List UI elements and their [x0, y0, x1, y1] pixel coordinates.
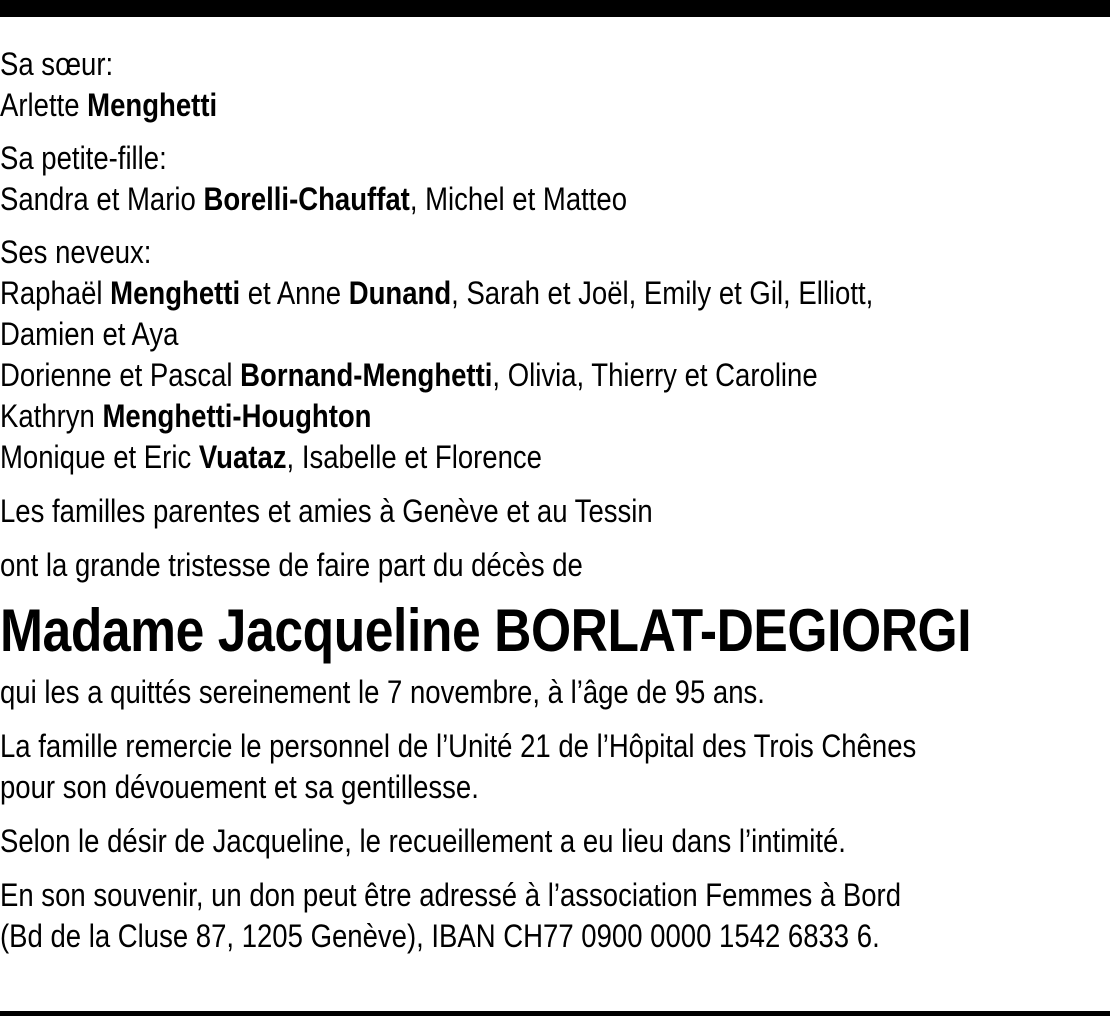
- nephew-2-given: Dorienne et Pascal: [0, 357, 233, 393]
- sister-line: [0, 85, 955, 126]
- passed-line: qui les a quittés sereinement le 7 novembre, à l’âge de 95 ans.: [0, 674, 765, 710]
- nephews-line-1-cont: Damien et Aya: [0, 316, 179, 352]
- thanks-paragraph: [0, 726, 955, 808]
- nephews-line-3: [0, 396, 955, 437]
- donation-line-1: En son souvenir, un don peut être adressé à l’association Femmes à Bord: [0, 877, 902, 913]
- nephew-1-surname-2: Dunand: [348, 275, 452, 311]
- announce-line: ont la grande tristesse de faire part du décès de: [0, 547, 583, 583]
- wish-paragraph: [0, 821, 955, 862]
- sister-surname: Menghetti: [87, 87, 218, 123]
- nephew-4-given: Monique et Eric: [0, 439, 192, 475]
- sister-heading: Sa sœur:: [0, 46, 114, 82]
- nephew-1-given: Raphaël: [0, 275, 103, 311]
- nephew-1-surname: Menghetti: [110, 275, 241, 311]
- donation-line-2: (Bd de la Cluse 87, 1205 Genève), IBAN CH77 0900 0000 1542 6833 6.: [0, 918, 880, 954]
- nephew-4-rest: , Isabelle et Florence: [286, 439, 542, 475]
- deceased-name: Madame Jacqueline BORLAT-DEGIORGI: [0, 597, 972, 664]
- sister-given: Arlette: [0, 87, 80, 123]
- nephews-line-4: [0, 437, 955, 478]
- passed-paragraph: [0, 672, 955, 713]
- nephews-line-1: [0, 273, 955, 314]
- nephew-1-mid: et Anne: [247, 275, 342, 311]
- nephew-3-given: Kathryn: [0, 398, 95, 434]
- sister-section: [0, 44, 955, 126]
- granddaughter-surname: Borelli-Chauffat: [203, 181, 410, 217]
- donation-paragraph: [0, 875, 955, 957]
- granddaughter-line: [0, 179, 955, 220]
- nephew-3-surname: Menghetti-Houghton: [102, 398, 372, 434]
- top-rule: [0, 0, 1110, 17]
- nephew-1-rest: , Sarah et Joël, Emily et Gil, Elliott,: [451, 275, 874, 311]
- nephews-section: [0, 232, 955, 478]
- granddaughter-section: [0, 138, 955, 220]
- nephews-line-2: [0, 355, 955, 396]
- families-line: Les familles parentes et amies à Genève et au Tessin: [0, 493, 653, 529]
- nephew-4-surname: Vuataz: [198, 439, 287, 475]
- thanks-line-2: pour son dévouement et sa gentillesse.: [0, 769, 479, 805]
- announce-paragraph: [0, 545, 955, 586]
- nephew-2-rest: , Olivia, Thierry et Caroline: [492, 357, 818, 393]
- granddaughter-heading: Sa petite-fille:: [0, 140, 167, 176]
- wish-line: Selon le désir de Jacqueline, le recueillement a eu lieu dans l’intimité.: [0, 823, 846, 859]
- granddaughter-given: Sandra et Mario: [0, 181, 196, 217]
- thanks-line-1: La famille remercie le personnel de l’Unité 21 de l’Hôpital des Trois Chênes: [0, 728, 917, 764]
- nephew-2-surname: Bornand-Menghetti: [240, 357, 493, 393]
- families-paragraph: [0, 491, 955, 532]
- nephews-heading: Ses neveux:: [0, 234, 152, 270]
- granddaughter-rest: , Michel et Matteo: [409, 181, 628, 217]
- obituary-text: [0, 44, 972, 957]
- bottom-rule: [0, 1011, 1110, 1016]
